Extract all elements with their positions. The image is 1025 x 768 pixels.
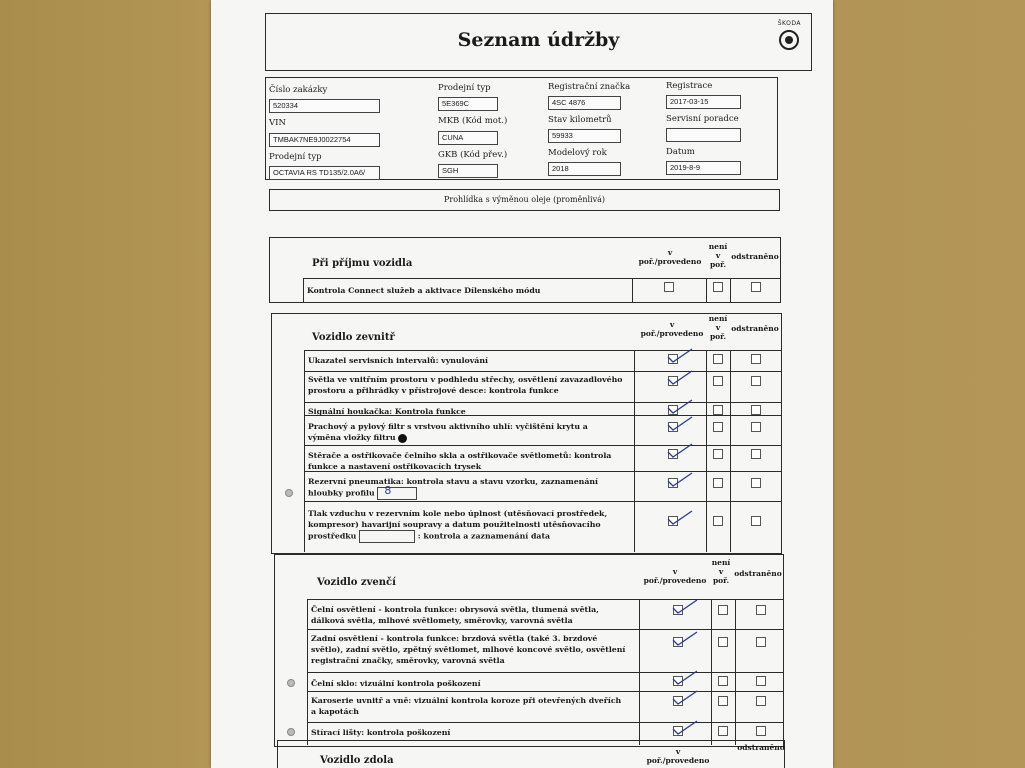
section-underbody (277, 740, 785, 768)
mkb-label: MKB (Kód mot.) (438, 116, 508, 126)
checkmark-icon (671, 690, 699, 706)
divider (303, 278, 304, 302)
section-interior (271, 313, 782, 554)
marker-dot-icon (398, 434, 407, 443)
row-text: Světla ve vnitřním prostoru v podhledu střechy, osvětlení zavazadlového prostoru a přihrádky v přístrojové desce: kontrola funkce (308, 375, 623, 395)
checkmark-icon (666, 510, 694, 526)
removed-checkbox[interactable] (751, 282, 761, 292)
checkmark-icon (666, 472, 694, 488)
divider (634, 350, 635, 552)
removed-checkbox[interactable] (751, 449, 761, 459)
model-type-field[interactable]: OCTAVIA RS TD135/2.0A6/ (269, 166, 380, 180)
checkmark-icon (666, 370, 694, 386)
checkmark-icon (666, 443, 694, 459)
table-row (307, 629, 783, 665)
removed-checkbox[interactable] (751, 376, 761, 386)
bullet-icon (287, 679, 295, 687)
row-text: Rezervní pneumatika: kontrola stavu a stavu vzorku, zaznamenání hloubky profilu 8 (308, 476, 598, 500)
col-removed-header: odstraněno (731, 324, 779, 333)
row-text: Čelní osvětlení - kontrola funkce: obrysová světla, tlumená světla, dálková světla, mlhové světlomety, směrovky, varovná světla (311, 605, 599, 625)
removed-checkbox[interactable] (751, 405, 761, 415)
service-advisor-label: Servisní poradce (666, 114, 739, 124)
section-title: Vozidlo zevnitř (312, 332, 395, 343)
table-row (304, 402, 781, 416)
divider (730, 278, 731, 302)
col-not-ok-header: není v poř. (711, 558, 731, 585)
mkb-field[interactable]: CUNA (438, 131, 498, 145)
removed-checkbox[interactable] (756, 637, 766, 647)
removed-checkbox[interactable] (756, 676, 766, 686)
done-checkbox[interactable] (664, 282, 674, 292)
removed-checkbox[interactable] (751, 354, 761, 364)
table-row (304, 471, 781, 498)
checkmark-icon (666, 416, 694, 432)
skoda-logo-icon (779, 30, 799, 50)
page-title: Seznam údržby (457, 29, 620, 51)
col-done-header: v poř./provedeno (640, 320, 704, 338)
date-field[interactable]: 2019-8-9 (666, 161, 741, 175)
col-done-header: v poř./provedeno (646, 747, 710, 765)
col-removed-header: odstraněno (737, 743, 785, 752)
section-title: Vozidlo zdola (320, 755, 394, 766)
table-row (307, 691, 783, 716)
section-title: Při příjmu vozidla (312, 258, 413, 269)
sales-type-field[interactable]: 5E369C (438, 97, 498, 111)
row-text: Čelní sklo: vizuální kontrola poškození (311, 679, 481, 688)
removed-checkbox[interactable] (751, 422, 761, 432)
not-ok-checkbox[interactable] (713, 478, 723, 488)
col-not-ok-header: není v poř. (708, 314, 728, 341)
registration-label: Registrace (666, 81, 713, 91)
row-text: Prachový a pylový filtr s vrstvou aktivního uhlí: vyčištění krytu a výměna vložky filtru (308, 422, 588, 442)
removed-checkbox[interactable] (756, 726, 766, 736)
table-row (307, 722, 783, 737)
divider (632, 278, 633, 302)
gkb-label: GKB (Kód přev.) (438, 150, 508, 160)
col-removed-header: odstraněno (731, 252, 779, 261)
order-number-label: Číslo zakázky (269, 85, 328, 95)
vin-field[interactable]: TMBAK7NE9J0022754 (269, 133, 380, 147)
sealant-date-field[interactable] (359, 530, 415, 543)
date-label: Datum (666, 147, 695, 157)
col-not-ok-header: není v poř. (708, 242, 728, 269)
checkmark-icon (671, 670, 699, 686)
registration-plate-label: Registrační značka (548, 82, 631, 92)
inspection-type: Prohlídka s výměnou oleje (proměnlivá) (269, 189, 780, 211)
registration-plate-field[interactable]: 4SC 4876 (548, 96, 621, 110)
removed-checkbox[interactable] (756, 605, 766, 615)
vehicle-info-box (265, 77, 778, 180)
sales-type-label: Prodejní typ (438, 83, 491, 93)
section-exterior (274, 554, 784, 747)
not-ok-checkbox[interactable] (713, 449, 723, 459)
not-ok-checkbox[interactable] (713, 422, 723, 432)
not-ok-checkbox[interactable] (718, 676, 728, 686)
order-number-field[interactable]: 520334 (269, 99, 380, 113)
table-row (307, 599, 783, 625)
table-row (307, 672, 783, 688)
odometer-label: Stav kilometrů (548, 115, 612, 125)
table-row (304, 501, 781, 541)
col-removed-header: odstraněno (734, 569, 782, 578)
not-ok-checkbox[interactable] (718, 605, 728, 615)
removed-checkbox[interactable] (751, 516, 761, 526)
not-ok-checkbox[interactable] (713, 282, 723, 292)
bullet-icon (285, 489, 293, 497)
row-text: Karoserie uvnitř a vně: vizuální kontrola koroze při otevřených dveřích a kapotách (311, 696, 622, 716)
divider (706, 350, 707, 552)
registration-field[interactable]: 2017-03-15 (666, 95, 741, 109)
tread-depth-field[interactable]: 8 (377, 487, 417, 500)
checkmark-icon (671, 631, 699, 647)
vin-label: VIN (269, 118, 286, 128)
row-text: Ukazatel servisních intervalů: vynulování (308, 356, 488, 365)
gkb-field[interactable]: SGH (438, 164, 498, 178)
not-ok-checkbox[interactable] (713, 376, 723, 386)
not-ok-checkbox[interactable] (718, 696, 728, 706)
checkmark-icon (671, 599, 699, 615)
checkmark-icon (671, 720, 699, 736)
row-text: Stěrače a ostřikovače čelního skla a ostřikovače světlometů: kontrola funkce a nastavení ostřikovacích trysek (308, 451, 612, 471)
table-row (304, 415, 781, 442)
model-year-label: Modelový rok (548, 148, 607, 158)
not-ok-checkbox[interactable] (713, 516, 723, 526)
checkmark-icon (666, 399, 694, 415)
table-row (304, 350, 781, 365)
divider (304, 350, 305, 552)
not-ok-checkbox[interactable] (718, 637, 728, 647)
maintenance-form-sheet (211, 0, 833, 768)
row-text: Tlak vzduchu v rezervním kole nebo úplnost (utěsňovací prostředek, kompresor) havarijní soupravy a datum použitelnosti utěsňovacího prostředku : kontrola a zaznamenání data (308, 508, 607, 543)
model-type-label: Prodejní typ (269, 152, 322, 162)
table-row (303, 278, 780, 302)
brand-name: ŠKODA (777, 20, 801, 27)
not-ok-checkbox[interactable] (713, 405, 723, 415)
row-text: Signální houkačka: Kontrola funkce (308, 407, 466, 416)
row-text: Kontrola Connect služeb a aktivace Dílenského módu (307, 286, 541, 295)
table-row (304, 445, 781, 471)
section-reception (269, 237, 781, 303)
divider (706, 278, 707, 302)
col-done-header: v poř./provedeno (643, 567, 707, 585)
row-text: Stírací lišty: kontrola poškození (311, 728, 451, 737)
col-done-header: v poř./provedeno (638, 248, 702, 266)
not-ok-checkbox[interactable] (718, 726, 728, 736)
checkmark-icon (666, 348, 694, 364)
section-title: Vozidlo zvenčí (317, 577, 396, 588)
not-ok-checkbox[interactable] (713, 354, 723, 364)
model-year-field[interactable]: 2018 (548, 162, 621, 176)
bullet-icon (287, 728, 295, 736)
removed-checkbox[interactable] (751, 478, 761, 488)
removed-checkbox[interactable] (756, 696, 766, 706)
odometer-field[interactable]: 59933 (548, 129, 621, 143)
title-box (265, 13, 812, 71)
divider (730, 350, 731, 552)
row-text: Zadní osvětlení - kontrola funkce: brzdová světla (také 3. brzdové světlo), zadní světlo, zpětný světlomet, mlhové koncové světlo, osvětlení registrační značky, směrovky, varovná světla (311, 634, 626, 665)
table-row (304, 371, 781, 395)
service-advisor-field[interactable] (666, 128, 741, 142)
